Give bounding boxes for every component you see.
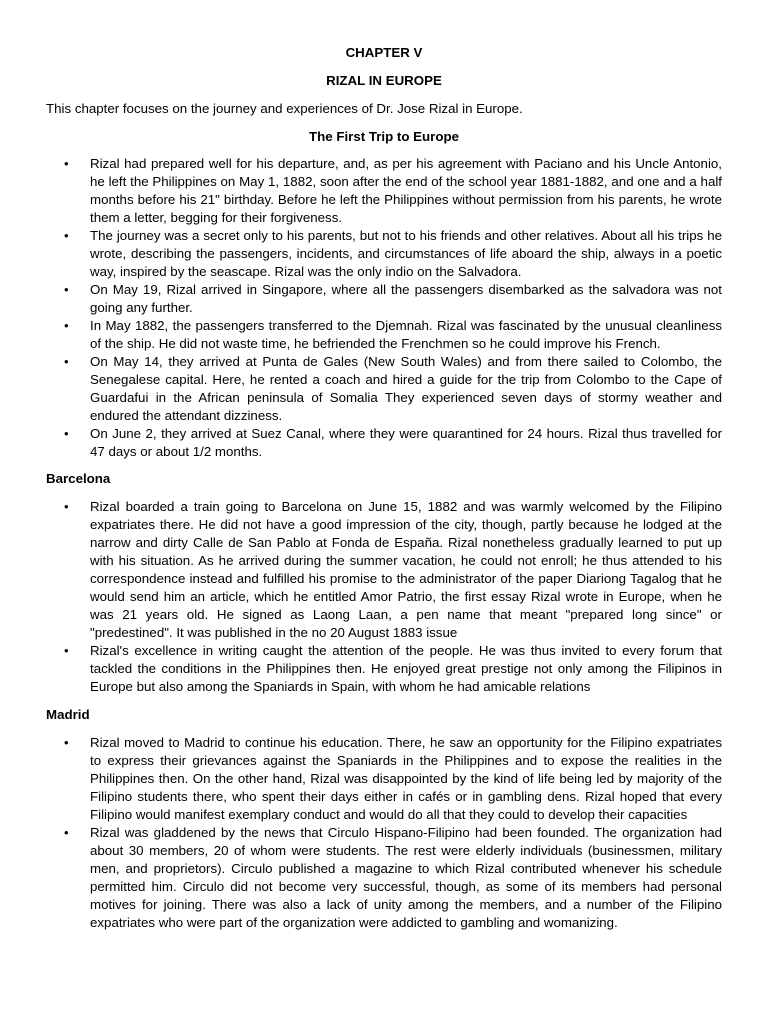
list-item-text: Rizal moved to Madrid to continue his education. There, he saw an opportunity for the Filipino expatriates to express their grievances against the Spaniards in the Philippines and to expose the realities in the Philippines then. On the other hand, Rizal was disappointed by the kind of life being led by majority of the Filipino students there, who spent their days either in cafés or in gambling dens. Rizal hoped that every Filipino would manifest exemplary conduct and would do all that they could to develop their capacities <box>90 735 722 822</box>
section-title-madrid: Madrid <box>46 707 90 722</box>
list-item <box>46 824 722 932</box>
bullet-icon: • <box>64 282 69 297</box>
list-item <box>46 734 722 824</box>
bullet-icon: • <box>64 825 69 840</box>
list-item-text: On June 2, they arrived at Suez Canal, where they were quarantined for 24 hours. Rizal thus travelled for 47 days or about 1/2 months. <box>90 426 722 459</box>
bullet-icon: • <box>64 228 69 243</box>
chapter-intro: This chapter focuses on the journey and experiences of Dr. Jose Rizal in Europe. <box>46 101 523 116</box>
bullet-list-barcelona <box>46 498 722 696</box>
bullet-icon: • <box>64 499 69 514</box>
list-item <box>46 281 722 317</box>
list-item <box>46 155 722 227</box>
list-item <box>46 317 722 353</box>
bullet-icon: • <box>64 354 69 369</box>
list-item-text: Rizal's excellence in writing caught the attention of the people. He was thus invited to every forum that tackled the conditions in the Philippines then. He enjoyed great prestige not only among the Filipinos in Europe but also among the Spaniards in Spain, with whom he had amicable relations <box>90 643 722 694</box>
list-item <box>46 498 722 642</box>
list-item-text: Rizal had prepared well for his departure, and, as per his agreement with Paciano and his Uncle Antonio, he left the Philippines on May 1, 1882, soon after the end of the school year 1881-1882, and one and a half months before his 21" birthday. Before he left the Philippines without permission from his parents, he wrote them a letter, begging for their forgiveness. <box>90 156 722 225</box>
list-item-text: On May 19, Rizal arrived in Singapore, where all the passengers disembarked as the salvadora was not going any further. <box>90 282 722 315</box>
bullet-icon: • <box>64 318 69 333</box>
bullet-icon: • <box>64 643 69 658</box>
list-item-text: In May 1882, the passengers transferred to the Djemnah. Rizal was fascinated by the unusual cleanliness of the ship. He did not waste time, he befriended the Frenchmen so he could improve his French. <box>90 318 722 351</box>
list-item-text: On May 14, they arrived at Punta de Gales (New South Wales) and from there sailed to Colombo, the Senegalese capital. Here, he rented a coach and hired a guide for the trip from Colombo to the Cape of Guardafui in the African peninsula of Somalia They experienced seven days of stormy weather and endured the attendant dizziness. <box>90 354 722 423</box>
list-item <box>46 227 722 281</box>
list-item-text: The journey was a secret only to his parents, but not to his friends and other relatives. About all his trips he wrote, describing the passengers, incidents, and circumstances of life aboard the ship, always in a poetic way, inspired by the seascape. Rizal was the only indio on the Salvadora. <box>90 228 722 279</box>
bullet-icon: • <box>64 426 69 441</box>
list-item-text: Rizal was gladdened by the news that Circulo Hispano-Filipino had been founded. The organization had about 30 members, 20 of whom were students. The rest were elderly individuals (businessmen, military men, and proprietors). Circulo published a magazine to which Rizal contributed whenever his schedule permitted him. Circulo did not become very successful, though, as some of its members had personal motives for joining. There was also a lack of unity among the members, and a number of the Filipino expatriates who were part of the organization were addicted to gambling and womanizing. <box>90 825 722 930</box>
chapter-number: CHAPTER V <box>345 45 423 60</box>
section-title-barcelona: Barcelona <box>46 471 111 486</box>
list-item <box>46 425 722 461</box>
chapter-title: RIZAL IN EUROPE <box>326 73 442 88</box>
list-item <box>46 642 722 696</box>
list-item <box>46 353 722 425</box>
list-item-text: Rizal boarded a train going to Barcelona on June 15, 1882 and was warmly welcomed by the Filipino expatriates there. He did not have a good impression of the city, though, partly because he lodged at the narrow and dirty Calle de San Pablo at Fonda de España. Rizal nonetheless gradually learned to put up with his situation. As he arrived during the summer vacation, he could not enroll; he thus attended to his correspondence instead and fulfilled his promise to the administrator of the paper Diariong Tagalog that he would send him an article, which he entitled Amor Patrio, the first essay Rizal wrote in Europe, when he was 21 years old. He signed as Laong Laan, a pen name that meant "prepared long since" or "predestined". It was published in the no 20 August 1883 issue <box>90 499 722 640</box>
bullet-icon: • <box>64 156 69 171</box>
section-title-first-trip: The First Trip to Europe <box>309 129 459 144</box>
bullet-list-first-trip <box>46 155 722 461</box>
bullet-list-madrid <box>46 734 722 932</box>
bullet-icon: • <box>64 735 69 750</box>
